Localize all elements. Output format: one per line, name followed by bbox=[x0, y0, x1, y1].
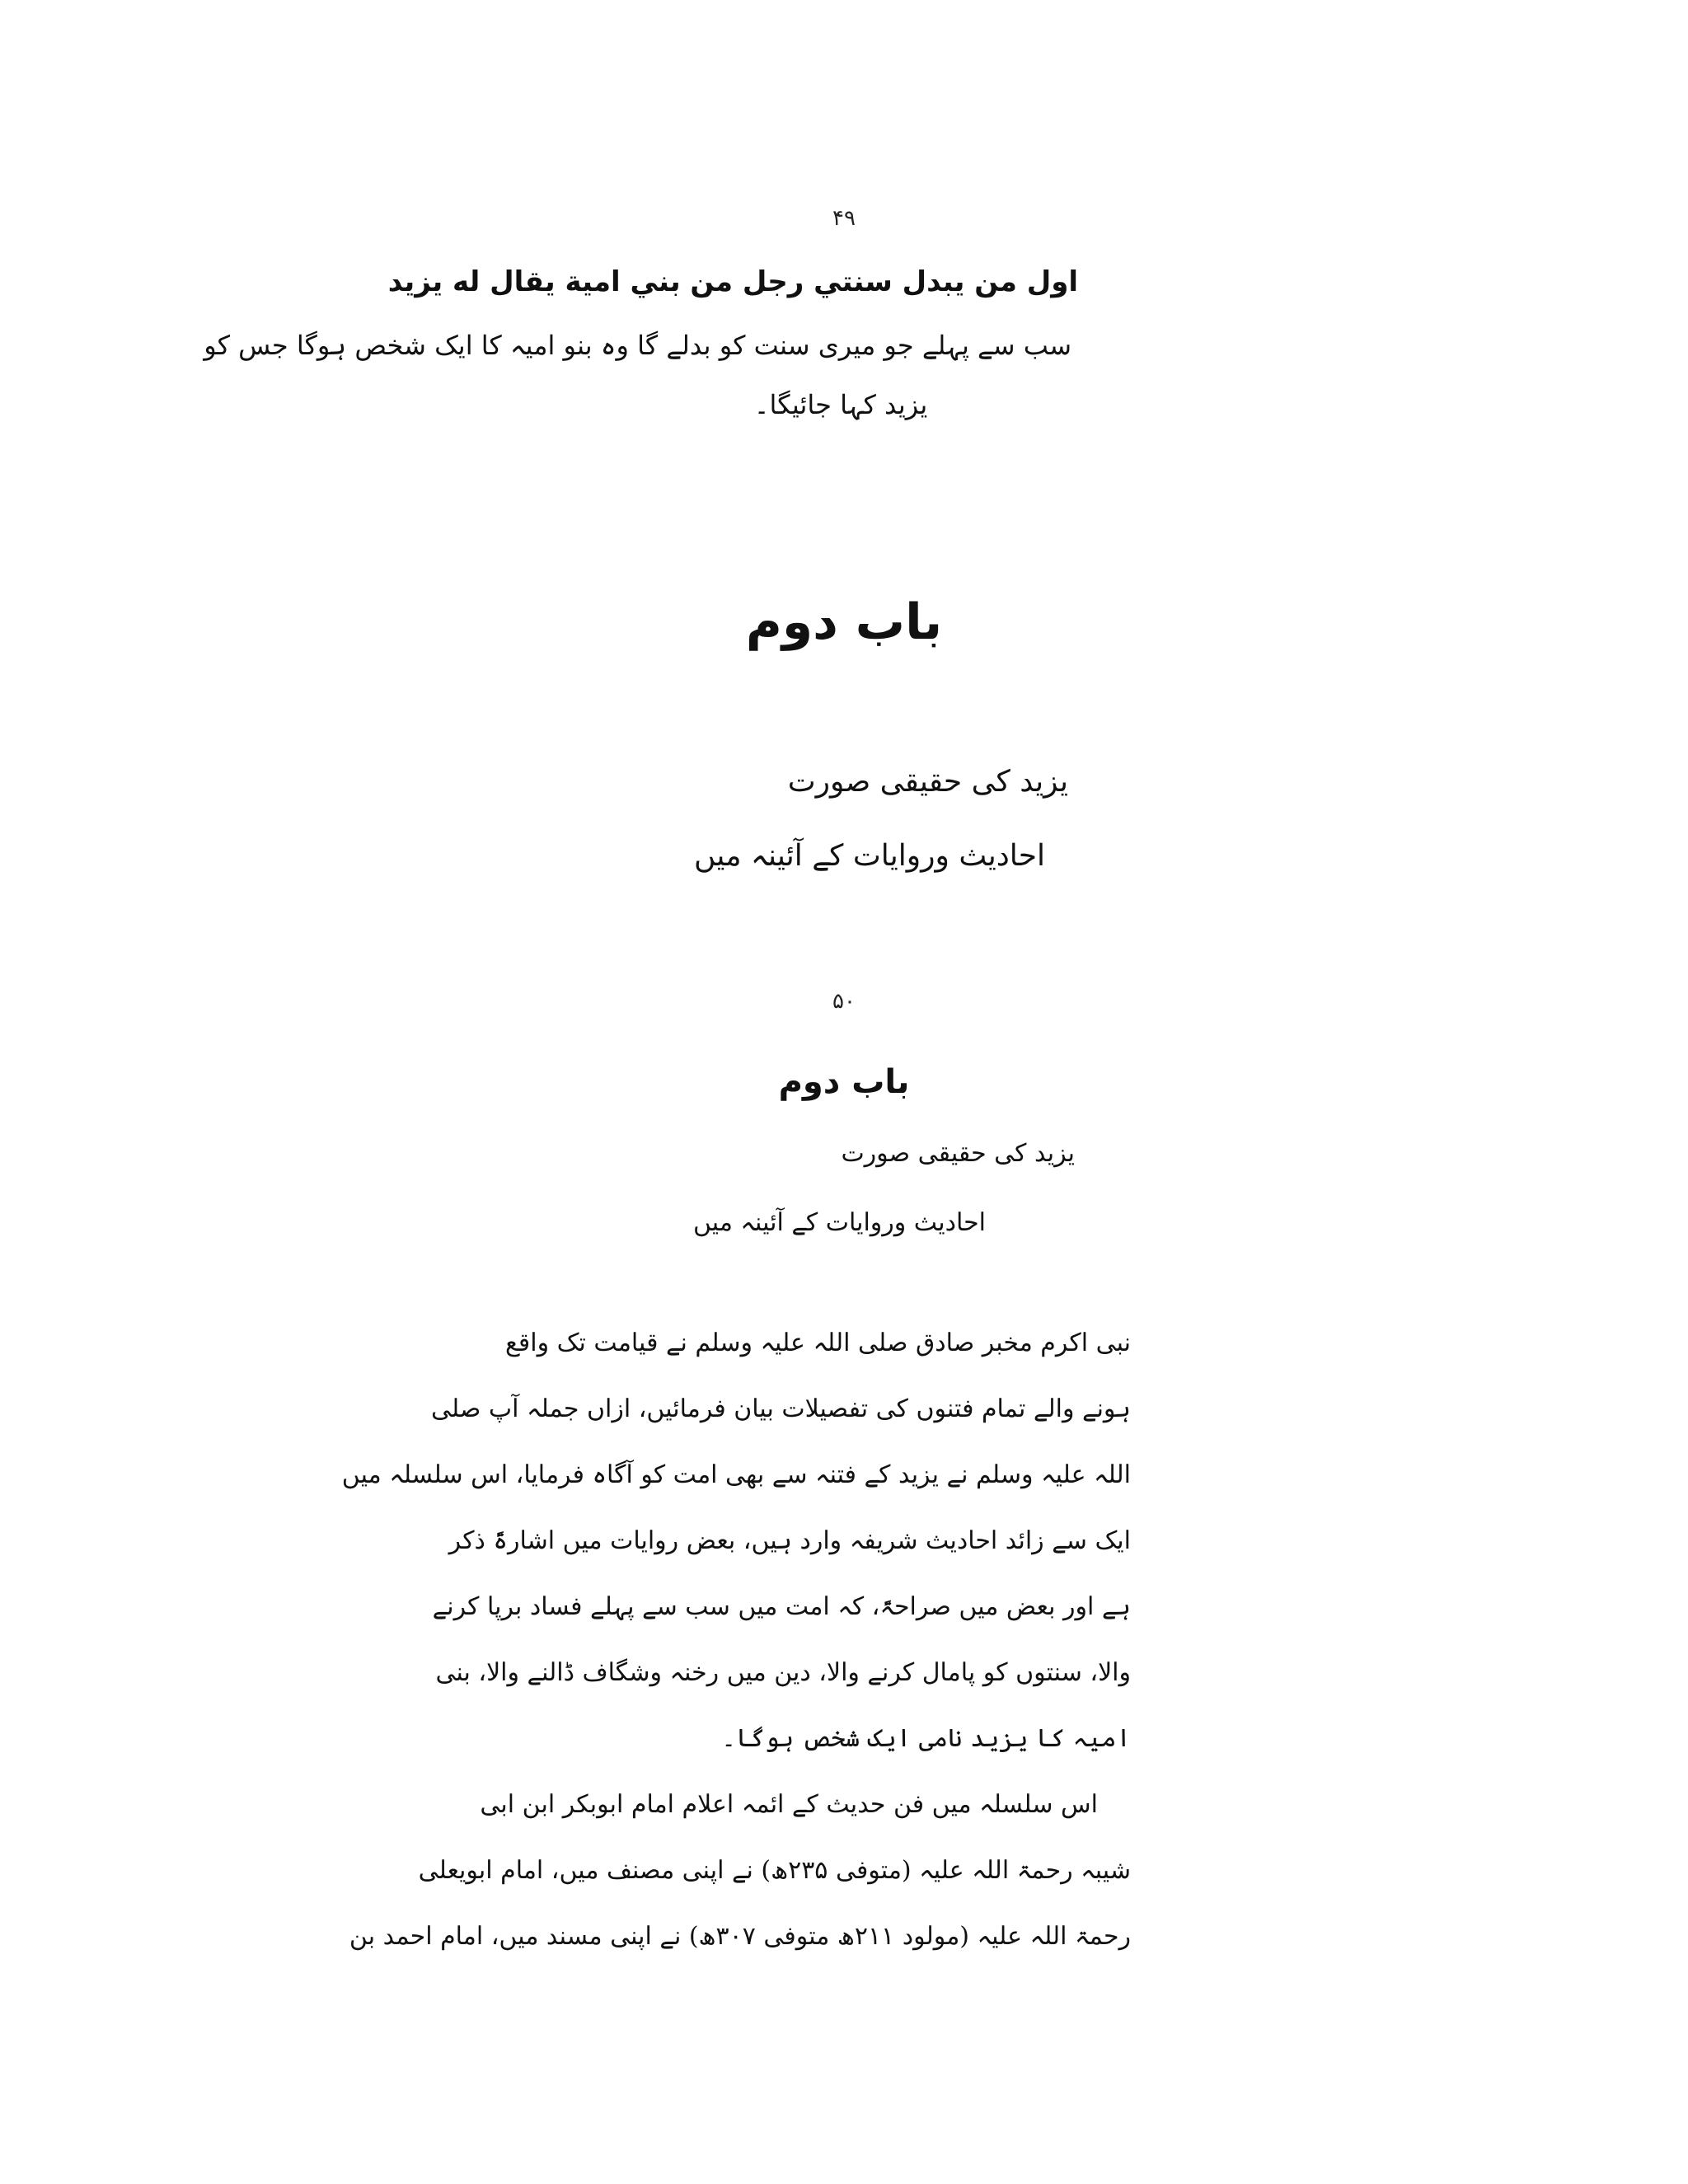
paragraph-1-line: اللہ علیہ وسلم نے یزید کے فتنہ سے بھی امت کو آگاہ فرمایا، اس سلسلہ میں bbox=[341, 1460, 1131, 1489]
paragraph-2-line: اس سلسلہ میں فن حدیث کے ائمہ اعلام امام ابوبکر ابن ابی bbox=[480, 1790, 1098, 1819]
chapter-subtitle-line-2: احادیث وروایات کے آئینہ میں bbox=[693, 839, 1045, 873]
chapter-subtitle-repeat-line-2: احادیث وروایات کے آئینہ میں bbox=[692, 1208, 986, 1237]
paragraph-2-line: شیبہ رحمۃ اللہ علیہ (متوفی ۲۳۵ھ) نے اپنی مصنف میں، امام ابویعلی bbox=[418, 1856, 1131, 1885]
urdu-translation-line-1: سب سے پہلے جو میری سنت کو بدلے گا وہ بنو امیہ کا ایک شخص ہوگا جس کو bbox=[204, 330, 1071, 361]
paragraph-2-line: رحمۃ اللہ علیہ (مولود ۲۱۱ھ متوفی ۳۰۷ھ) نے اپنی مسند میں، امام احمد بن bbox=[349, 1922, 1131, 1951]
urdu-translation-line-2: یزید کہا جائیگا۔ bbox=[753, 389, 928, 420]
page-number-bottom: ۵۰ bbox=[832, 989, 856, 1014]
chapter-title: باب دوم bbox=[745, 593, 943, 651]
paragraph-1-line: ایک سے زائد احادیث شریفہ وارد ہیں، بعض روایات میں اشارۃً ذکر bbox=[448, 1526, 1131, 1555]
paragraph-1-line: ہونے والے تمام فتنوں کی تفصیلات بیان فرمائیں، ازاں جملہ آپ صلی bbox=[430, 1394, 1131, 1423]
paragraph-1-line: امیہ کا یزید نامی ایک شخص ہوگا۔ bbox=[721, 1724, 1131, 1753]
arabic-hadith-quote: اول من يبدل سنتي رجل من بني امية يقال له يزيد bbox=[387, 265, 1078, 298]
page-number-top: ۴۹ bbox=[832, 206, 856, 231]
chapter-subtitle-repeat-line-1: یزید کی حقیقی صورت bbox=[841, 1139, 1075, 1168]
paragraph-1-line: والا، سنتوں کو پامال کرنے والا، دین میں رخنہ وشگاف ڈالنے والا، بنی bbox=[435, 1658, 1131, 1687]
paragraph-1-line: نبی اکرم مخبر صادق صلی اللہ علیہ وسلم نے قیامت تک واقع bbox=[504, 1329, 1131, 1357]
chapter-subtitle-line-1: یزید کی حقیقی صورت bbox=[787, 765, 1068, 799]
paragraph-1-line: ہے اور بعض میں صراحۃً، کہ امت میں سب سے پہلے فساد برپا کرنے bbox=[432, 1592, 1131, 1621]
chapter-title-repeat: باب دوم bbox=[778, 1063, 910, 1101]
